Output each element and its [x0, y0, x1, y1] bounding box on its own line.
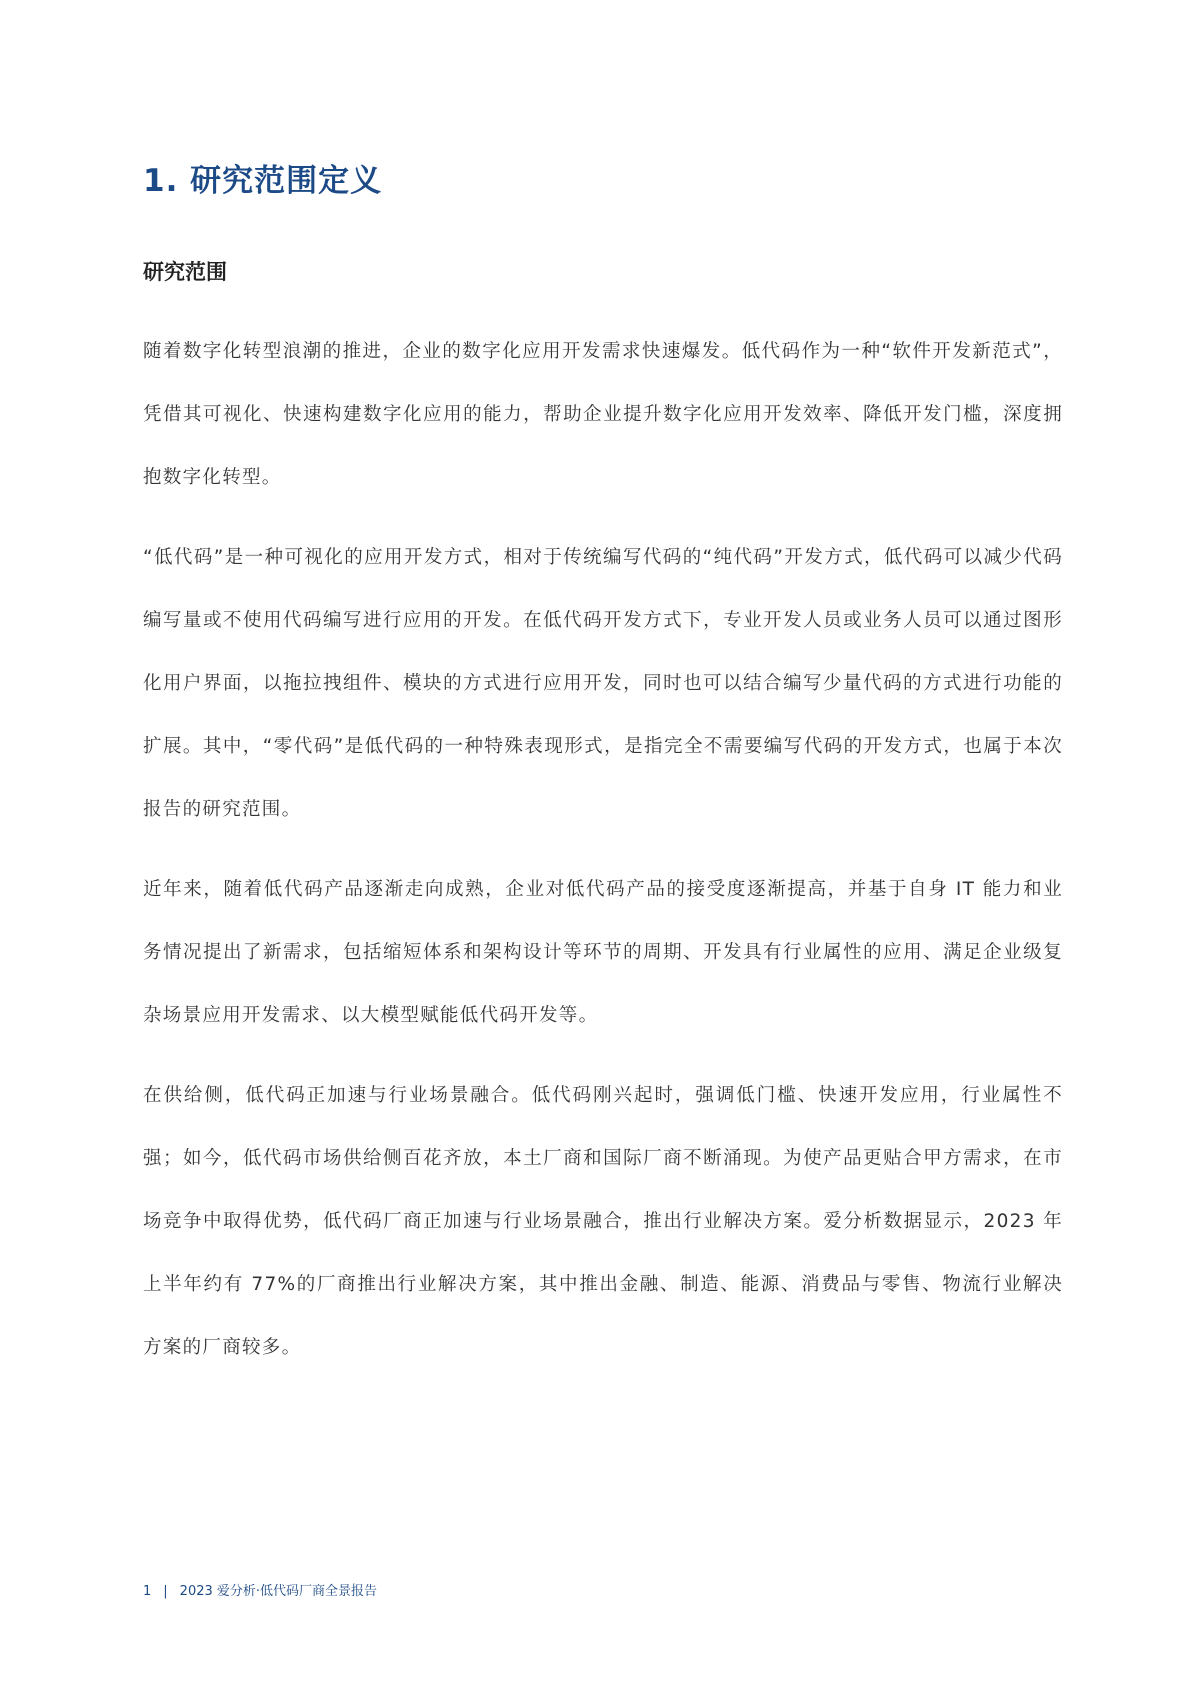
- paragraph: 随着数字化转型浪潮的推进，企业的数字化应用开发需求快速爆发。低代码作为一种“软件开发新范式”，凭借其可视化、快速构建数字化应用的能力，帮助企业提升数字化应用开发效率、降低开发门槛，深度拥抱数字化转型。: [143, 341, 1063, 488]
- subsection-heading: 研究范围: [143, 260, 227, 284]
- body-text: [143, 320, 1063, 1396]
- footer-separator: |: [163, 1584, 168, 1599]
- section-heading: 1. 研究范围定义: [143, 163, 383, 199]
- paragraph: “低代码”是一种可视化的应用开发方式，相对于传统编写代码的“纯代码”开发方式，低代码可以减少代码编写量或不使用代码编写进行应用的开发。在低代码开发方式下，专业开发人员或业务人员可以通过图形化用户界面，以拖拉拽组件、模块的方式进行应用开发，同时也可以结合编写少量代码的方式进行功能的扩展。其中，“零代码”是低代码的一种特殊表现形式，是指完全不需要编写代码的开发方式，也属于本次报告的研究范围。: [143, 547, 1063, 820]
- report-title: 2023 爱分析·低代码厂商全景报告: [179, 1584, 378, 1599]
- paragraph: 在供给侧，低代码正加速与行业场景融合。低代码刚兴起时，强调低门槛、快速开发应用，行业属性不强；如今，低代码市场供给侧百花齐放，本土厂商和国际厂商不断涌现。为使产品更贴合甲方需求，在市场竞争中取得优势，低代码厂商正加速与行业场景融合，推出行业解决方案。爱分析数据显示，2023 年上半年约有 77%的厂商推出行业解决方案，其中推出金融、制造、能源、消费品与零售、物流行业解决方案的厂商较多。: [143, 1085, 1063, 1358]
- page-footer: [143, 1580, 377, 1599]
- paragraph: 近年来，随着低代码产品逐渐走向成熟，企业对低代码产品的接受度逐渐提高，并基于自身 IT 能力和业务情况提出了新需求，包括缩短体系和架构设计等环节的周期、开发具有行业属性的应用、满足企业级复杂场景应用开发需求、以大模型赋能低代码开发等。: [143, 879, 1063, 1026]
- page-number: 1: [143, 1584, 152, 1599]
